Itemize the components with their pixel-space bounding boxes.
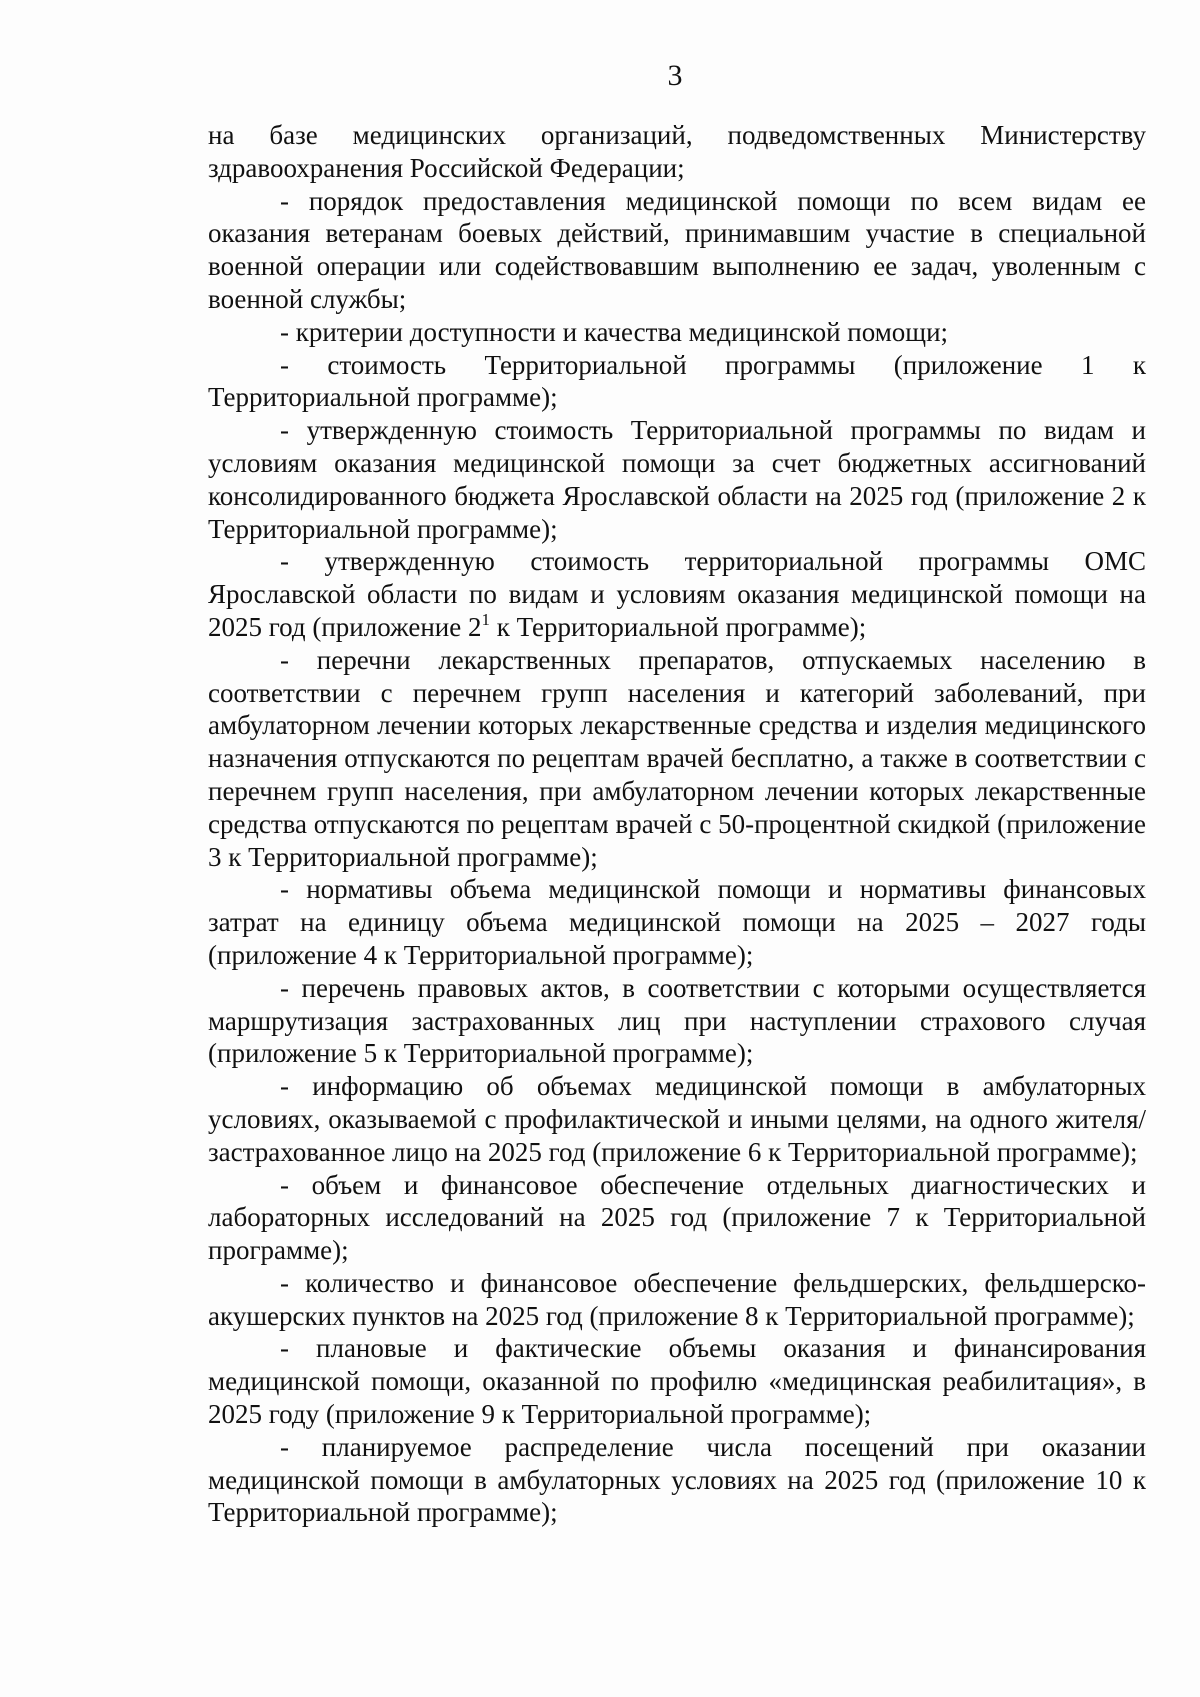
list-item-visit-distribution: - планируемое распределение числа посещений при оказании медицинской помощи в амбулаторных условиях на 2025 год (приложение 10 к Территориальной программе);	[208, 1431, 1146, 1528]
page-number: 3	[667, 59, 683, 92]
list-item-program-cost: - стоимость Территориальной программы (приложение 1 к Территориальной программе);	[208, 349, 1146, 413]
list-item-budget-cost: - утвержденную стоимость Территориальной программы по видам и условиям оказания медицинской помощи за счет бюджетных ассигнований консолидированного бюджета Ярославской области на 2025 год (приложение 2 к Территориальной программе);	[208, 415, 1146, 544]
intro-paragraph: на базе медицинских организаций, подведомственных Министерству здравоохранения Российской Федерации;	[208, 120, 1146, 183]
list-item-feldsher-points: - количество и финансовое обеспечение фельдшерских, фельдшерско-акушерских пунктов на 2025 год (приложение 8 к Территориальной программе);	[208, 1267, 1146, 1331]
list-item-quality-criteria: - критерии доступности и качества медицинской помощи;	[280, 316, 949, 347]
list-item-outpatient-volumes: - информацию об объемах медицинской помощи в амбулаторных условиях, оказываемой с профилактической и иными целями, на одного жителя/ застрахованное лицо на 2025 год (приложение 6 к Территориальной программе);	[208, 1071, 1146, 1167]
list-item-oms-cost-tail: к Территориальной программе);	[489, 611, 867, 642]
document-body	[208, 119, 1146, 1529]
list-item-rehabilitation: - плановые и фактические объемы оказания и финансирования медицинской помощи, оказанной по профилю «медицинская реабилитация», в 2025 году (приложение 9 к Территориальной программе);	[208, 1333, 1146, 1430]
superscript-index: 1	[481, 609, 490, 629]
list-item-volume-norms: - нормативы объема медицинской помощи и нормативы финансовых затрат на единицу объема медицинской помощи на 2025 – 2027 годы (приложение 4 к Территориальной программе);	[208, 874, 1146, 970]
list-item-oms-cost	[208, 545, 1146, 643]
list-item-veterans-care: - порядок предоставления медицинской помощи по всем видам ее оказания ветеранам боевых действий, принимавшим участие в специальной военной операции или содействовавшим выполнению ее задач, уволенным с военной службы;	[208, 185, 1146, 314]
list-item-routing-acts: - перечень правовых актов, в соответствии с которыми осуществляется маршрутизация застрахованных лиц при наступлении страхового случая (приложение 5 к Территориальной программе);	[208, 972, 1146, 1069]
list-item-drug-lists: - перечни лекарственных препаратов, отпускаемых населению в соответствии с перечнем групп населения и категорий заболеваний, при амбулаторном лечении которых лекарственные средства и изделия медицинского назначения отпускаются по рецептам врачей бесплатно, а также в соответствии с перечнем групп населения, при амбулаторном лечении которых лекарственные средства отпускаются по рецептам врачей с 50-процентной скидкой (приложение 3 к Территориальной программе);	[208, 644, 1146, 872]
list-item-oms-cost-text: - утвержденную стоимость территориальной программы ОМС Ярославской области по видам и условиям оказания медицинской помощи на 2025 год (приложение 2	[208, 546, 1146, 642]
list-item-diagnostic-studies: - объем и финансовое обеспечение отдельных диагностических и лабораторных исследований на 2025 год (приложение 7 к Территориальной программе);	[208, 1169, 1146, 1266]
